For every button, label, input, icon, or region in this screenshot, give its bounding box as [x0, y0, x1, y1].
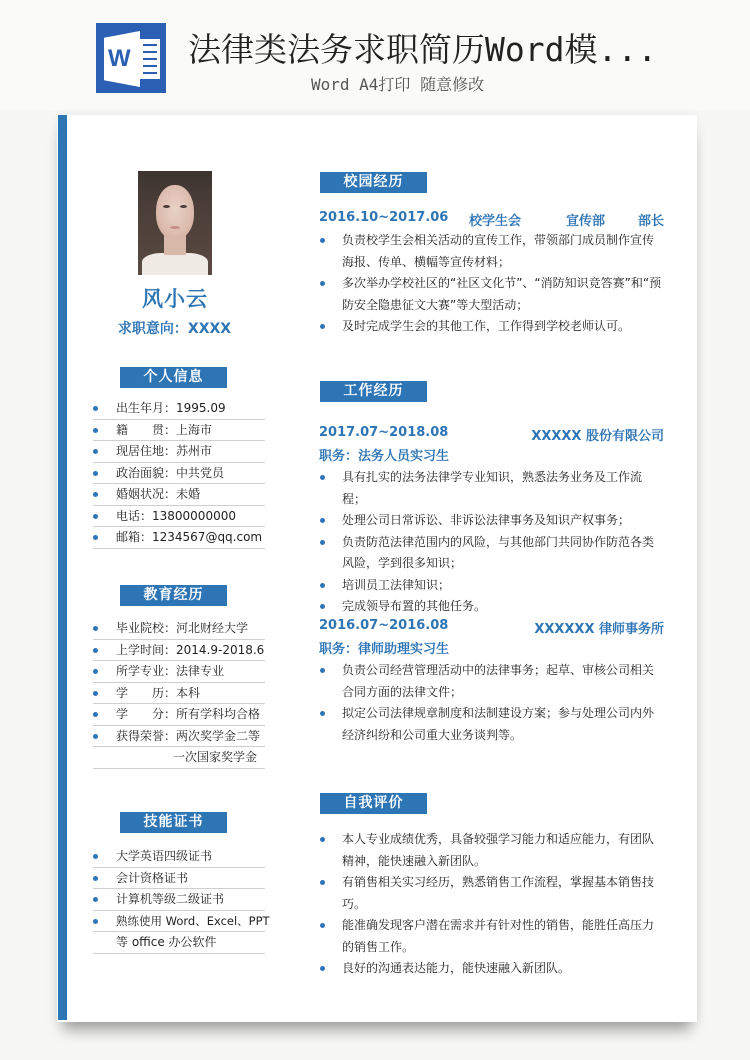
bullet-icon: [93, 471, 98, 476]
word-icon-letter: W: [108, 45, 131, 72]
bullet-item: 本人专业成绩优秀，具备较强学习能力和适应能力，有团队精神，能快速融入新团队。: [319, 829, 664, 872]
bullet-item: 负责校学生会相关活动的宣传工作，带领部门成员制作宣传海报、传单、横幅等宣传材料；: [319, 230, 664, 273]
bullet-icon: [93, 691, 98, 696]
list-item: 学 分：所有学科均合格: [93, 704, 265, 726]
bullet-icon: [320, 540, 325, 545]
bullet-icon: [320, 324, 325, 329]
list-item: 所学专业：法律专业: [93, 661, 265, 683]
education-list: [93, 618, 265, 769]
bullet-icon: [320, 880, 325, 885]
list-item-continuation: 一次国家奖学金: [93, 747, 265, 769]
list-item: 大学英语四级证书: [93, 846, 265, 868]
bullet-icon: [320, 923, 325, 928]
bullet-icon: [93, 449, 98, 454]
bullet-icon: [93, 492, 98, 497]
document-title: 法律类法务求职简历Word模...: [188, 30, 658, 69]
bullet-icon: [320, 837, 325, 842]
personal-info-list: [93, 398, 265, 549]
bullet-item: 处理公司日常诉讼、非诉讼法律事务及知识产权事务；: [319, 510, 664, 532]
preview-header: [0, 0, 750, 110]
campus-org: 校学生会: [469, 214, 522, 229]
work-date: 2016.07~2016.08: [319, 618, 449, 633]
list-item: 熟练使用 Word、Excel、PPT: [93, 911, 265, 933]
bullet-icon: [93, 514, 98, 519]
work-company: XXXXX 股份有限公司: [531, 429, 664, 444]
section-title-work: 工作经历: [320, 381, 427, 402]
bullet-item: 负责防范法律范围内的风险，与其他部门共同协作防范各类风险，学到很多知识；: [319, 532, 664, 575]
bullet-icon: [93, 428, 98, 433]
bullet-icon: [93, 712, 98, 717]
section-title-education: 教育经历: [120, 585, 227, 606]
work-role: 职务：律师助理实习生: [319, 642, 450, 657]
work-entry-header: [319, 618, 664, 638]
bullet-icon: [93, 854, 98, 859]
section-title-self-eval: 自我评价: [320, 793, 427, 814]
bullet-icon: [93, 919, 98, 924]
bullet-icon: [93, 406, 98, 411]
list-item: 现居住地：苏州市: [93, 441, 265, 463]
list-item: 上学时间：2014.9-2018.6: [93, 640, 265, 662]
bullet-icon: [93, 626, 98, 631]
bullet-icon: [93, 669, 98, 674]
section-title-personal-info: 个人信息: [120, 367, 227, 388]
list-item: 婚姻状况：未婚: [93, 484, 265, 506]
bullet-icon: [93, 897, 98, 902]
bullet-icon: [93, 535, 98, 540]
list-item: 政治面貌：中共党员: [93, 463, 265, 485]
bullet-icon: [93, 876, 98, 881]
candidate-name: 风小云: [142, 287, 208, 311]
bullet-item: 具有扎实的法务法律学专业知识，熟悉法务业务及工作流程；: [319, 467, 664, 510]
bullet-item: 能准确发现客户潜在需求并有针对性的销售，能胜任高压力的销售工作。: [319, 915, 664, 958]
bullet-item: 及时完成学生会的其他工作，工作得到学校老师认可。: [319, 316, 664, 338]
bullet-item: 完成领导布置的其他任务。: [319, 596, 664, 618]
bullet-icon: [320, 604, 325, 609]
bullet-icon: [320, 281, 325, 286]
bullet-item: 负责公司经营管理活动中的法律事务；起草、审核公司相关合同方面的法律文件；: [319, 660, 664, 703]
bullet-icon: [320, 518, 325, 523]
list-item: 出生年月：1995.09: [93, 398, 265, 420]
bullet-item: 良好的沟通表达能力，能快速融入新团队。: [319, 958, 664, 980]
word-icon-lines: [140, 39, 160, 79]
campus-entry-header: [319, 210, 664, 230]
resume-page: [57, 115, 697, 1022]
campus-experience: [319, 210, 664, 338]
work-company: XXXXXX 律师事务所: [534, 622, 664, 637]
bullet-icon: [320, 475, 325, 480]
work-entry-2: [319, 618, 664, 746]
list-item: 籍 贯：上海市: [93, 420, 265, 442]
section-title-campus: 校园经历: [320, 172, 427, 193]
list-item: 电话：13800000000: [93, 506, 265, 528]
accent-side-bar: [58, 115, 67, 1020]
work-entry-1: [319, 425, 664, 618]
self-evaluation: [319, 829, 664, 980]
job-intent: 求职意向：XXXX: [117, 321, 232, 337]
bullet-icon: [320, 583, 325, 588]
list-item: 学 历：本科: [93, 683, 265, 705]
bullet-icon: [93, 734, 98, 739]
document-subtitle: Word A4打印 随意修改: [311, 75, 485, 94]
list-item: 邮箱：1234567@qq.com: [93, 527, 265, 549]
bullet-icon: [320, 966, 325, 971]
bullet-icon: [93, 648, 98, 653]
bullet-item: 拟定公司法律规章制度和法制建设方案；参与处理公司内外经济纠纷和公司重大业务谈判等。: [319, 703, 664, 746]
bullet-icon: [320, 711, 325, 716]
campus-date: 2016.10~2017.06: [319, 210, 449, 225]
work-role: 职务：法务人员实习生: [319, 449, 450, 464]
skills-list: [93, 846, 270, 954]
bullet-item: 多次举办学校社区的“社区文化节”、“消防知识竞答赛”和“预防安全隐患征文大赛”等大型活动；: [319, 273, 664, 316]
work-date: 2017.07~2018.08: [319, 425, 449, 440]
bullet-item: 培训员工法律知识；: [319, 575, 664, 597]
word-icon: [96, 23, 166, 93]
bullet-item: 有销售相关实习经历，熟悉销售工作流程，掌握基本销售技巧。: [319, 872, 664, 915]
bullet-icon: [320, 668, 325, 673]
list-item: 毕业院校：河北财经大学: [93, 618, 265, 640]
profile-photo: [138, 171, 212, 275]
section-title-skills: 技能证书: [120, 812, 227, 833]
work-entry-header: [319, 425, 664, 445]
bullet-icon: [320, 238, 325, 243]
campus-dept: 宣传部: [566, 214, 606, 229]
campus-position: 部长: [637, 214, 664, 229]
list-item: 获得荣誉：两次奖学金二等: [93, 726, 265, 748]
list-item: 会计资格证书: [93, 868, 265, 890]
list-item-continuation: 等 office 办公软件: [93, 932, 265, 954]
list-item: 计算机等级二级证书: [93, 889, 265, 911]
